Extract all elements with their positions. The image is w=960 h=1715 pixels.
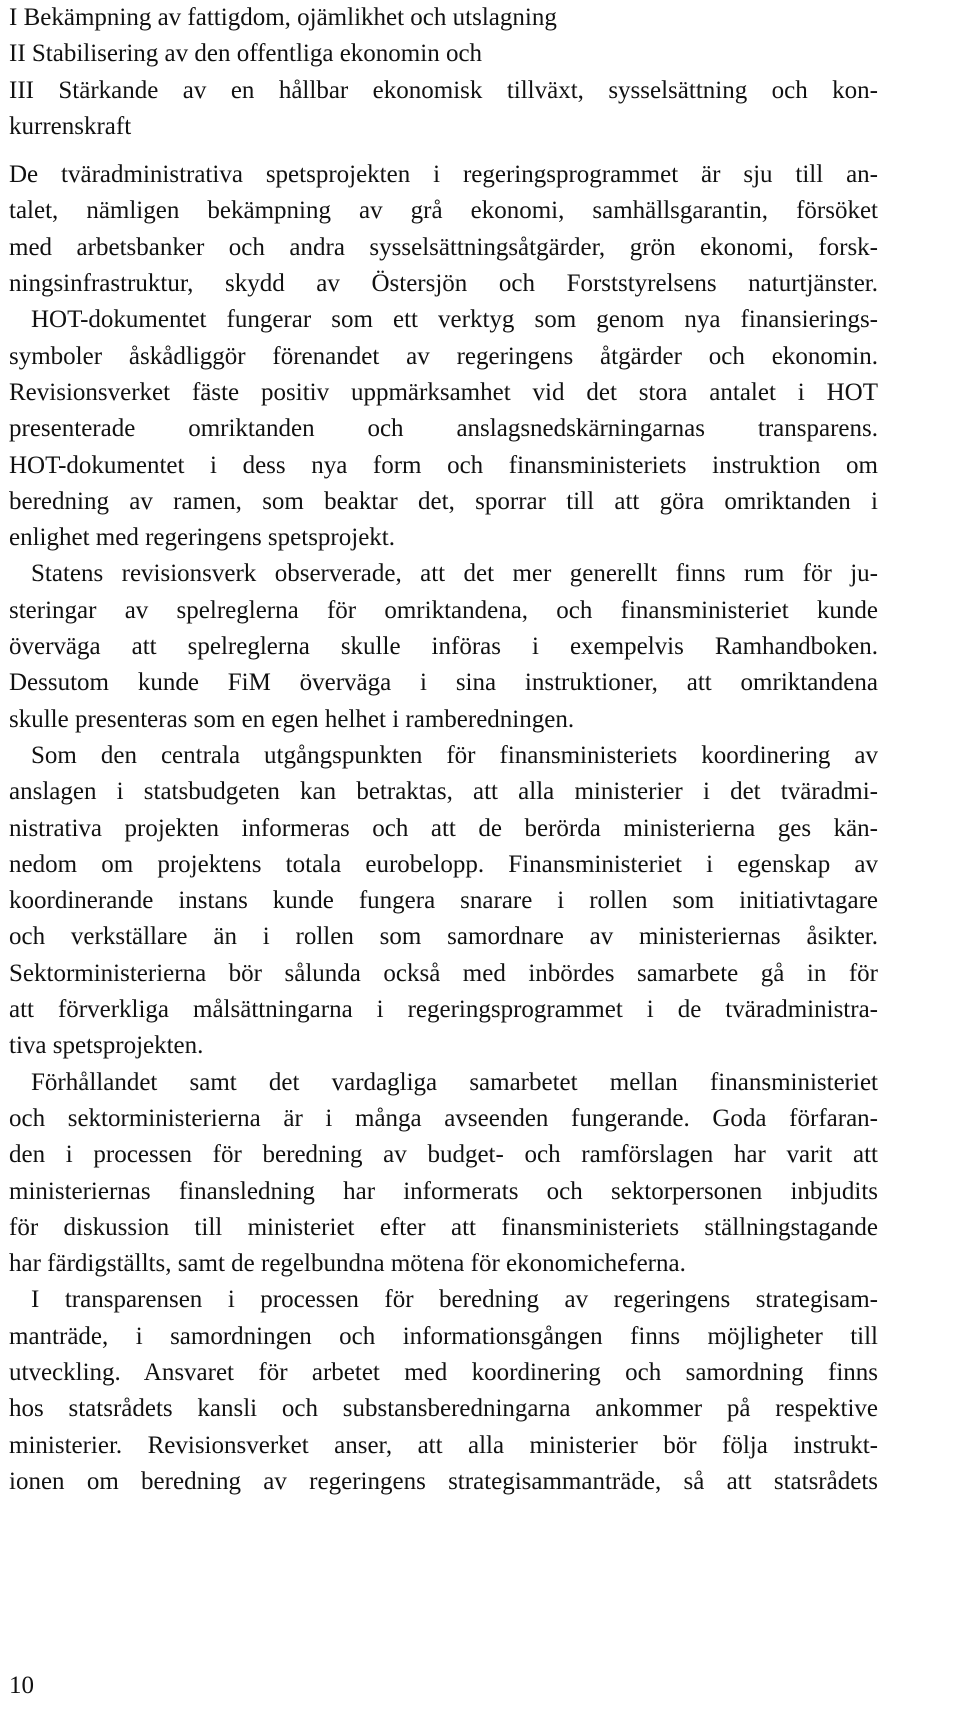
paragraph-line: ministerier. Revisionsverket anser, att alla ministerier bör följa instrukt-	[9, 1431, 878, 1459]
paragraph-line: enlighet med regeringens spetsprojekt.	[9, 524, 395, 552]
paragraph	[9, 1065, 878, 1283]
paragraph-line: överväga att spelreglerna skulle införas i exempelvis Ramhandboken.	[9, 633, 878, 661]
paragraph-line: nistrativa projekten informeras och att de berörda ministerierna ges kän-	[9, 814, 878, 842]
paragraph	[9, 556, 878, 737]
paragraph-line: anslagen i statsbudgeten kan betraktas, att alla ministerier i det tväradmi-	[9, 778, 878, 806]
paragraph-line: Sektorministerierna bör sålunda också med inbördes samarbete gå in för	[9, 959, 878, 987]
paragraph-line: nedom om projektens totala eurobelopp. Finansministeriet i egenskap av	[9, 850, 878, 878]
paragraph-line: och sektorministerierna är i många avseenden fungerande. Goda förfaran-	[9, 1104, 878, 1132]
paragraph-line: Dessutom kunde FiM överväga i sina instruktioner, att omriktandena	[9, 669, 878, 697]
list-item: III Stärkande av en hållbar ekonomisk tillväxt, sysselsättning och kon-	[9, 76, 878, 104]
paragraph-line: tiva spetsprojekten.	[9, 1032, 204, 1060]
paragraph-line: beredning av ramen, som beaktar det, sporrar till att göra omriktanden i	[9, 487, 878, 515]
document-page	[9, 0, 878, 1500]
objective-list	[9, 0, 878, 145]
list-item: I Bekämpning av fattigdom, ojämlikhet och utslagning	[9, 4, 557, 31]
paragraph-line: koordinerande instans kunde fungera snarare i rollen som initiativtagare	[9, 887, 878, 915]
paragraph-line: De tväradministrativa spetsprojekten i regeringsprogrammet är sju till an-	[9, 161, 878, 189]
paragraph-line: Förhållandet samt det vardagliga samarbetet mellan finansministeriet	[31, 1068, 878, 1096]
paragraph	[9, 738, 878, 1065]
list-item: kurrenskraft	[9, 112, 132, 140]
paragraph-line: steringar av spelreglerna för omriktandena, och finansministeriet kunde	[9, 596, 878, 624]
paragraph-line: med arbetsbanker och andra sysselsättningsåtgärder, grön ekonomi, forsk-	[9, 233, 878, 261]
paragraph-line: presenterade omriktanden och anslagsnedskärningarnas transparens.	[9, 415, 878, 443]
paragraph-line: ningsinfrastruktur, skydd av Östersjön och Forststyrelsens naturtjänster.	[9, 270, 878, 298]
list-item: II Stabilisering av den offentliga ekonomin och	[9, 40, 483, 68]
paragraph-line: I transparensen i processen för beredning av regeringens strategisam-	[31, 1286, 878, 1314]
paragraph-line: talet, nämligen bekämpning av grå ekonomi, samhällsgarantin, försöket	[9, 197, 878, 225]
paragraph-line: Som den centrala utgångspunkten för finansministeriets koordinering av	[31, 741, 878, 769]
paragraph-line: skulle presenteras som en egen helhet i ramberedningen.	[9, 705, 575, 733]
paragraph-line: symboler åskådliggör förenandet av regeringens åtgärder och ekonomin.	[9, 342, 878, 370]
paragraph-line: den i processen för beredning av budget- och ramförslagen har varit att	[9, 1141, 878, 1169]
paragraph-line: manträde, i samordningen och informationsgången finns möjligheter till	[9, 1322, 878, 1350]
paragraph-line: HOT-dokumentet i dess nya form och finansministeriets instruktion om	[9, 451, 878, 479]
paragraph-line: har färdigställts, samt de regelbundna mötena för ekonomicheferna.	[9, 1250, 686, 1278]
paragraph-line: utveckling. Ansvaret för arbetet med koordinering och samordning finns	[9, 1358, 878, 1386]
paragraph-line: HOT-dokumentet fungerar som ett verktyg som genom nya finansierings-	[31, 306, 878, 334]
paragraph-line: för diskussion till ministeriet efter att finansministeriets ställningstagande	[9, 1213, 878, 1241]
page-number: 10	[9, 1672, 34, 1699]
paragraph-line: Statens revisionsverk observerade, att det mer generellt finns rum för ju-	[31, 560, 878, 588]
paragraph-line: ministeriernas finansledning har informerats och sektorpersonen inbjudits	[9, 1177, 878, 1205]
paragraph-line: och verkställare än i rollen som samordnare av ministeriernas åsikter.	[9, 923, 878, 951]
paragraph-line: att förverkliga målsättningarna i regeringsprogrammet i de tväradministra-	[9, 996, 878, 1024]
paragraph-line: hos statsrådets kansli och substansberedningarna ankommer på respektive	[9, 1395, 878, 1423]
paragraph	[9, 1282, 878, 1500]
paragraph-line: Revisionsverket fäste positiv uppmärksamhet vid det stora antalet i HOT	[9, 378, 878, 406]
paragraph	[9, 157, 878, 556]
paragraph-line: ionen om beredning av regeringens strategisammanträde, så att statsrådets	[9, 1467, 878, 1495]
